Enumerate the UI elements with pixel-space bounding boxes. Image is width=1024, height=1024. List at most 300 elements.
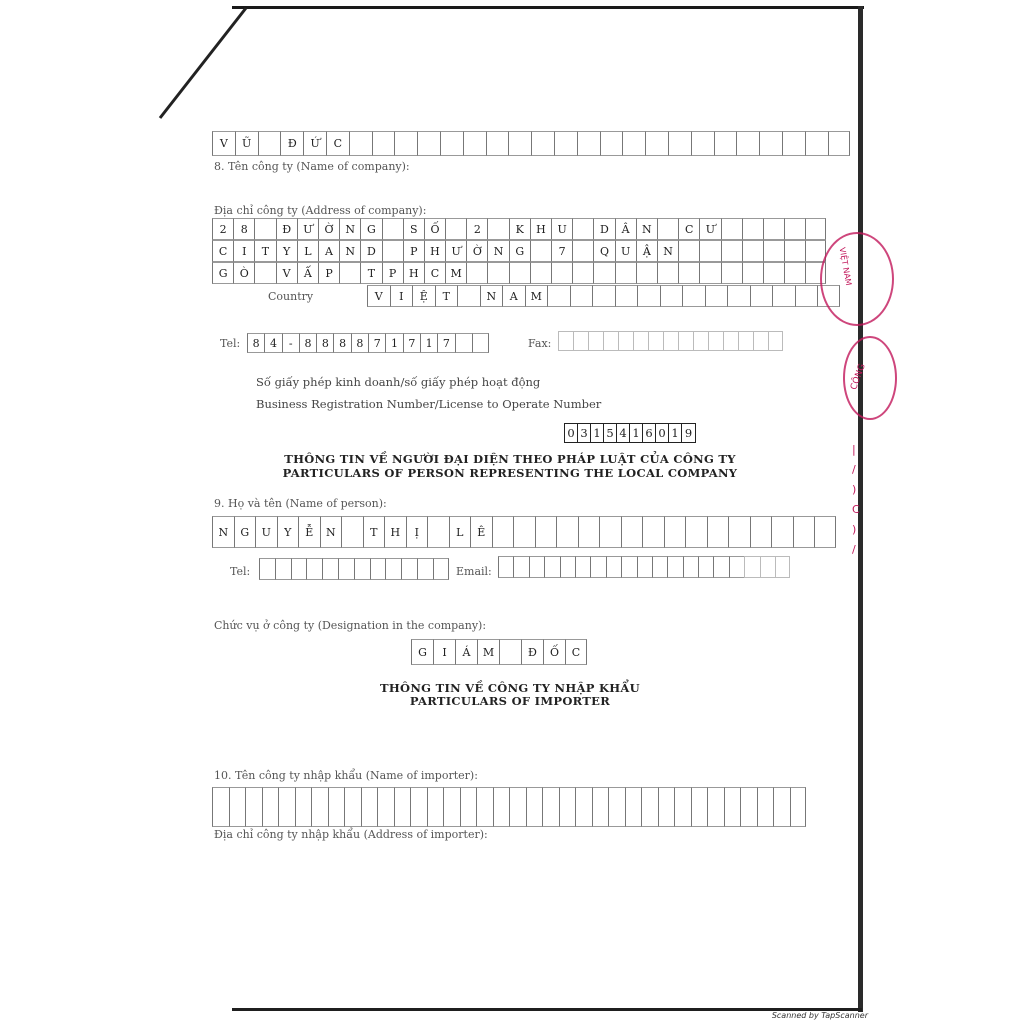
address-cell: P bbox=[318, 262, 339, 284]
country-cell: I bbox=[390, 285, 413, 307]
designation-cell bbox=[499, 639, 521, 665]
license-digit-cell: 4 bbox=[617, 424, 630, 442]
fax-cell bbox=[648, 331, 663, 351]
prev-name-cell bbox=[691, 131, 714, 156]
tel-cell: 8 bbox=[333, 333, 350, 353]
address-cell bbox=[678, 262, 699, 284]
license-label-en: Business Registration Number/License to Operate Number bbox=[256, 397, 602, 411]
person-name-grid bbox=[212, 516, 836, 548]
fax-cell bbox=[618, 331, 633, 351]
address-cell bbox=[254, 218, 275, 240]
tel-cell: 7 bbox=[403, 333, 420, 353]
person-tel-cell bbox=[354, 558, 370, 580]
importer-name-cell bbox=[542, 787, 559, 827]
address-cell bbox=[530, 262, 551, 284]
address-cell: Đ bbox=[276, 218, 297, 240]
address-cell bbox=[742, 240, 763, 262]
importer-name-cell bbox=[476, 787, 493, 827]
prev-name-cell bbox=[554, 131, 577, 156]
importer-name-cell bbox=[559, 787, 576, 827]
prev-name-cell: C bbox=[326, 131, 349, 156]
country-cell bbox=[660, 285, 683, 307]
address-cell bbox=[445, 218, 466, 240]
license-digit-cell: 0 bbox=[565, 424, 578, 442]
importer-name-cell bbox=[691, 787, 708, 827]
person-name-cell: Ê bbox=[470, 516, 492, 548]
person-tel-cell bbox=[259, 558, 275, 580]
person-email-cell bbox=[683, 556, 698, 578]
importer-name-cell bbox=[790, 787, 807, 827]
address-cell bbox=[382, 218, 403, 240]
tel-grid bbox=[247, 333, 489, 353]
person-name-cell bbox=[492, 516, 514, 548]
address-cell: H bbox=[424, 240, 445, 262]
country-label: Country bbox=[268, 290, 314, 303]
address-cell: Ố bbox=[424, 218, 445, 240]
tel-cell: 8 bbox=[316, 333, 333, 353]
country-cell bbox=[705, 285, 728, 307]
person-email-cell bbox=[575, 556, 590, 578]
tel-cell: 4 bbox=[264, 333, 281, 353]
address-cell: L bbox=[297, 240, 318, 262]
importer-name-cell bbox=[443, 787, 460, 827]
fax-grid bbox=[558, 331, 783, 351]
country-cell bbox=[615, 285, 638, 307]
fax-cell bbox=[723, 331, 738, 351]
fax-cell bbox=[693, 331, 708, 351]
person-name-cell bbox=[750, 516, 772, 548]
fax-cell bbox=[753, 331, 768, 351]
prev-name-cell bbox=[577, 131, 600, 156]
importer-name-cell bbox=[493, 787, 510, 827]
prev-name-cell bbox=[531, 131, 554, 156]
importer-name-cell bbox=[377, 787, 394, 827]
importer-heading-vi: THÔNG TIN VỀ CÔNG TY NHẬP KHẨU bbox=[380, 681, 640, 695]
address-cell bbox=[699, 262, 720, 284]
importer-name-cell bbox=[212, 787, 229, 827]
person-tel-cell bbox=[401, 558, 417, 580]
address-cell: Ờ bbox=[466, 240, 487, 262]
person-tel-cell bbox=[306, 558, 322, 580]
importer-name-cell bbox=[311, 787, 328, 827]
person-name-cell bbox=[341, 516, 363, 548]
address-cell: C bbox=[424, 262, 445, 284]
address-cell: I bbox=[233, 240, 254, 262]
company-address-grid bbox=[212, 218, 826, 284]
person-name-cell: N bbox=[212, 516, 234, 548]
address-cell: K bbox=[509, 218, 530, 240]
address-cell: A bbox=[318, 240, 339, 262]
person-email-cell bbox=[560, 556, 575, 578]
prev-name-cell bbox=[668, 131, 691, 156]
person-email-extra-cell bbox=[760, 556, 775, 578]
address-cell bbox=[784, 262, 805, 284]
address-cell bbox=[699, 240, 720, 262]
address-cell: C bbox=[212, 240, 233, 262]
importer-name-cell bbox=[509, 787, 526, 827]
country-cell bbox=[457, 285, 480, 307]
person-tel-grid bbox=[259, 558, 449, 580]
prev-name-cell bbox=[622, 131, 645, 156]
person-email-cell bbox=[606, 556, 621, 578]
address-cell bbox=[742, 262, 763, 284]
address-cell: D bbox=[593, 218, 614, 240]
designation-grid bbox=[411, 639, 587, 665]
person-name-cell bbox=[664, 516, 686, 548]
fax-label: Fax: bbox=[528, 337, 552, 350]
seal-text-vietnam: VIỆT NAM bbox=[837, 246, 854, 287]
country-cell bbox=[570, 285, 593, 307]
designation-label: Chức vụ ở công ty (Designation in the company): bbox=[214, 619, 487, 632]
person-name-cell bbox=[814, 516, 836, 548]
fax-cell bbox=[708, 331, 723, 351]
importer-address-label: Địa chỉ công ty nhập khẩu (Address of importer): bbox=[214, 828, 488, 841]
address-cell: T bbox=[254, 240, 275, 262]
importer-name-cell bbox=[262, 787, 279, 827]
person-name-cell bbox=[707, 516, 729, 548]
person-name-cell bbox=[535, 516, 557, 548]
address-row bbox=[212, 262, 826, 284]
person-name-cell bbox=[771, 516, 793, 548]
importer-name-label: 10. Tên công ty nhập khẩu (Name of importer): bbox=[214, 769, 478, 782]
importer-name-grid bbox=[212, 787, 806, 827]
person-name-cell bbox=[556, 516, 578, 548]
address-cell bbox=[742, 218, 763, 240]
address-cell: Ư bbox=[699, 218, 720, 240]
person-email-cell bbox=[498, 556, 513, 578]
page-edge-bottom bbox=[232, 1008, 862, 1011]
importer-name-cell bbox=[575, 787, 592, 827]
person-name-cell: U bbox=[255, 516, 277, 548]
country-cell: T bbox=[435, 285, 458, 307]
country-cell: N bbox=[480, 285, 503, 307]
country-cell bbox=[682, 285, 705, 307]
address-row bbox=[212, 240, 826, 262]
address-cell bbox=[254, 262, 275, 284]
fax-cell bbox=[738, 331, 753, 351]
country-cell bbox=[795, 285, 818, 307]
address-cell bbox=[636, 262, 657, 284]
importer-name-cell bbox=[658, 787, 675, 827]
address-cell bbox=[784, 240, 805, 262]
person-name-cell: Ễ bbox=[298, 516, 320, 548]
seal-fragment: | / ) C ) / bbox=[852, 443, 860, 556]
license-digit-cell: 5 bbox=[604, 424, 617, 442]
address-cell bbox=[763, 218, 784, 240]
tel-label: Tel: bbox=[220, 337, 241, 350]
person-email-cell bbox=[544, 556, 559, 578]
fax-cell bbox=[588, 331, 603, 351]
business-registration-number bbox=[564, 423, 696, 443]
address-cell: Ò bbox=[233, 262, 254, 284]
person-tel-cell bbox=[417, 558, 433, 580]
importer-name-cell bbox=[707, 787, 724, 827]
country-cell bbox=[772, 285, 795, 307]
rep-heading-en: PARTICULARS OF PERSON REPRESENTING THE LOCAL COMPANY bbox=[282, 466, 738, 480]
importer-name-cell bbox=[740, 787, 757, 827]
prev-name-cell: Ứ bbox=[303, 131, 326, 156]
address-cell: N bbox=[339, 218, 360, 240]
importer-name-cell bbox=[278, 787, 295, 827]
person-name-label: 9. Họ và tên (Name of person): bbox=[214, 497, 387, 510]
importer-name-cell bbox=[773, 787, 790, 827]
address-cell bbox=[466, 262, 487, 284]
address-cell bbox=[339, 262, 360, 284]
address-cell: Ấ bbox=[297, 262, 318, 284]
address-cell: H bbox=[530, 218, 551, 240]
person-email-extra-cell bbox=[775, 556, 790, 578]
address-cell bbox=[551, 262, 572, 284]
person-email-cell bbox=[652, 556, 667, 578]
company-address-label: Địa chỉ công ty (Address of company): bbox=[214, 204, 427, 217]
person-email-cell bbox=[590, 556, 605, 578]
tel-cell bbox=[455, 333, 472, 353]
country-cell: A bbox=[502, 285, 525, 307]
fax-cell bbox=[633, 331, 648, 351]
prev-name-cell bbox=[463, 131, 486, 156]
person-email-cell bbox=[667, 556, 682, 578]
address-cell: P bbox=[403, 240, 424, 262]
address-cell bbox=[572, 218, 593, 240]
importer-name-cell bbox=[361, 787, 378, 827]
person-name-cell bbox=[728, 516, 750, 548]
address-cell bbox=[721, 262, 742, 284]
person-name-cell bbox=[685, 516, 707, 548]
prev-name-cell bbox=[508, 131, 531, 156]
person-name-cell: L bbox=[449, 516, 471, 548]
person-tel-label: Tel: bbox=[230, 565, 251, 578]
address-cell bbox=[593, 262, 614, 284]
person-name-cell bbox=[427, 516, 449, 548]
address-cell: Â bbox=[615, 218, 636, 240]
address-cell: Ư bbox=[297, 218, 318, 240]
address-cell bbox=[657, 262, 678, 284]
importer-name-cell bbox=[724, 787, 741, 827]
person-email-cell bbox=[529, 556, 544, 578]
prev-name-cell bbox=[349, 131, 372, 156]
address-cell bbox=[509, 262, 530, 284]
prev-name-cell bbox=[417, 131, 440, 156]
address-cell: U bbox=[551, 218, 572, 240]
prev-name-cell bbox=[714, 131, 737, 156]
person-name-cell: Y bbox=[277, 516, 299, 548]
prev-name-cell bbox=[258, 131, 281, 156]
address-cell: G bbox=[509, 240, 530, 262]
person-email-cell bbox=[729, 556, 744, 578]
country-cell bbox=[547, 285, 570, 307]
person-name-cell: T bbox=[363, 516, 385, 548]
importer-name-cell bbox=[641, 787, 658, 827]
address-cell: N bbox=[636, 218, 657, 240]
person-tel-cell bbox=[291, 558, 307, 580]
company-seal-2 bbox=[843, 336, 897, 420]
address-cell bbox=[530, 240, 551, 262]
person-name-cell bbox=[578, 516, 600, 548]
prev-name-cell: Đ bbox=[280, 131, 303, 156]
importer-name-cell bbox=[757, 787, 774, 827]
address-cell: Q bbox=[593, 240, 614, 262]
rep-heading-vi: THÔNG TIN VỀ NGƯỜI ĐẠI DIỆN THEO PHÁP LUẬT CỦA CÔNG TY bbox=[284, 452, 736, 466]
address-cell bbox=[721, 218, 742, 240]
prev-name-cell bbox=[782, 131, 805, 156]
country-cell: V bbox=[367, 285, 390, 307]
address-cell: 2 bbox=[466, 218, 487, 240]
person-tel-cell bbox=[275, 558, 291, 580]
address-cell: T bbox=[360, 262, 381, 284]
importer-name-cell bbox=[427, 787, 444, 827]
address-cell: D bbox=[360, 240, 381, 262]
person-email-extra-cell bbox=[744, 556, 759, 578]
license-digit-cell: 6 bbox=[643, 424, 656, 442]
country-cell: Ệ bbox=[412, 285, 435, 307]
importer-name-cell bbox=[328, 787, 345, 827]
address-cell: U bbox=[615, 240, 636, 262]
tel-cell: 8 bbox=[299, 333, 316, 353]
address-cell: N bbox=[657, 240, 678, 262]
address-cell: 2 bbox=[212, 218, 233, 240]
country-cell bbox=[592, 285, 615, 307]
country-cell bbox=[727, 285, 750, 307]
fax-cell bbox=[678, 331, 693, 351]
person-email-cell bbox=[513, 556, 528, 578]
company-seal bbox=[820, 232, 894, 326]
designation-cell: G bbox=[411, 639, 433, 665]
designation-cell: C bbox=[565, 639, 587, 665]
fax-cell bbox=[558, 331, 573, 351]
license-digit-cell: 9 bbox=[684, 426, 693, 440]
country-cell: M bbox=[525, 285, 548, 307]
person-tel-cell bbox=[433, 558, 449, 580]
importer-name-cell bbox=[410, 787, 427, 827]
person-name-cell: Ị bbox=[406, 516, 428, 548]
address-cell: 7 bbox=[551, 240, 572, 262]
address-cell: S bbox=[403, 218, 424, 240]
address-cell bbox=[805, 218, 826, 240]
prev-name-cell bbox=[372, 131, 395, 156]
tel-cell: 1 bbox=[420, 333, 437, 353]
tel-cell bbox=[472, 333, 489, 353]
prev-name-cell bbox=[600, 131, 623, 156]
prev-name-cell: V bbox=[212, 131, 235, 156]
address-cell: N bbox=[487, 240, 508, 262]
page-edge-top bbox=[232, 6, 864, 9]
prev-name-cell bbox=[759, 131, 782, 156]
importer-name-cell bbox=[295, 787, 312, 827]
address-cell: Y bbox=[276, 240, 297, 262]
prev-name-cell bbox=[645, 131, 668, 156]
person-name-cell: H bbox=[384, 516, 406, 548]
company-name-label: 8. Tên công ty (Name of company): bbox=[214, 160, 410, 173]
address-cell: Ậ bbox=[636, 240, 657, 262]
address-cell: 8 bbox=[233, 218, 254, 240]
prev-name-cell bbox=[736, 131, 759, 156]
fax-cell bbox=[603, 331, 618, 351]
address-cell bbox=[678, 240, 699, 262]
tel-cell: - bbox=[282, 333, 299, 353]
tel-cell: 8 bbox=[351, 333, 368, 353]
address-cell: V bbox=[276, 262, 297, 284]
importer-name-cell bbox=[592, 787, 609, 827]
designation-cell: I bbox=[433, 639, 455, 665]
person-tel-cell bbox=[370, 558, 386, 580]
tel-cell: 1 bbox=[385, 333, 402, 353]
prev-name-cell bbox=[828, 131, 851, 156]
address-cell: N bbox=[339, 240, 360, 262]
previous-name-grid bbox=[212, 131, 850, 156]
importer-name-cell bbox=[460, 787, 477, 827]
prev-name-cell bbox=[486, 131, 509, 156]
address-cell: G bbox=[360, 218, 381, 240]
designation-cell: Á bbox=[455, 639, 477, 665]
importer-name-cell bbox=[344, 787, 361, 827]
prev-name-cell bbox=[394, 131, 417, 156]
address-cell bbox=[763, 262, 784, 284]
person-tel-cell bbox=[385, 558, 401, 580]
importer-name-cell bbox=[674, 787, 691, 827]
fax-cell bbox=[768, 331, 783, 351]
importer-name-cell bbox=[229, 787, 246, 827]
designation-cell: Đ bbox=[521, 639, 543, 665]
person-tel-cell bbox=[338, 558, 354, 580]
country-grid bbox=[367, 285, 840, 307]
fax-cell bbox=[663, 331, 678, 351]
address-cell: M bbox=[445, 262, 466, 284]
person-name-cell: G bbox=[234, 516, 256, 548]
tel-cell: 8 bbox=[247, 333, 264, 353]
license-digit-cell: 1 bbox=[630, 424, 643, 442]
fax-cell bbox=[573, 331, 588, 351]
person-email-label: Email: bbox=[456, 565, 492, 578]
license-digit-cell: 1 bbox=[669, 424, 682, 442]
address-cell bbox=[487, 262, 508, 284]
importer-name-cell bbox=[394, 787, 411, 827]
person-name-cell bbox=[621, 516, 643, 548]
address-cell: Ờ bbox=[318, 218, 339, 240]
address-cell: H bbox=[403, 262, 424, 284]
person-tel-cell bbox=[322, 558, 338, 580]
importer-name-cell bbox=[245, 787, 262, 827]
tel-cell: 7 bbox=[437, 333, 454, 353]
seal-text-cong: CÔNG bbox=[849, 362, 868, 392]
address-cell bbox=[382, 240, 403, 262]
address-cell bbox=[572, 262, 593, 284]
person-name-cell bbox=[513, 516, 535, 548]
country-cell bbox=[750, 285, 773, 307]
address-cell bbox=[763, 240, 784, 262]
folded-corner bbox=[158, 6, 248, 121]
designation-cell: M bbox=[477, 639, 499, 665]
tel-cell: 7 bbox=[368, 333, 385, 353]
person-name-cell bbox=[599, 516, 621, 548]
address-cell: C bbox=[678, 218, 699, 240]
importer-heading-en: PARTICULARS OF IMPORTER bbox=[409, 694, 611, 708]
license-label-vi: Số giấy phép kinh doanh/số giấy phép hoạt động bbox=[256, 375, 541, 389]
prev-name-cell bbox=[440, 131, 463, 156]
address-cell bbox=[572, 240, 593, 262]
person-name-cell bbox=[793, 516, 815, 548]
designation-cell: Ố bbox=[543, 639, 565, 665]
prev-name-cell bbox=[805, 131, 828, 156]
address-cell bbox=[487, 218, 508, 240]
prev-name-cell: Ũ bbox=[235, 131, 258, 156]
license-digit-cell: 1 bbox=[591, 424, 604, 442]
country-cell bbox=[637, 285, 660, 307]
address-cell: Ư bbox=[445, 240, 466, 262]
person-email-cell bbox=[637, 556, 652, 578]
address-cell: P bbox=[382, 262, 403, 284]
address-cell: G bbox=[212, 262, 233, 284]
person-name-cell bbox=[642, 516, 664, 548]
